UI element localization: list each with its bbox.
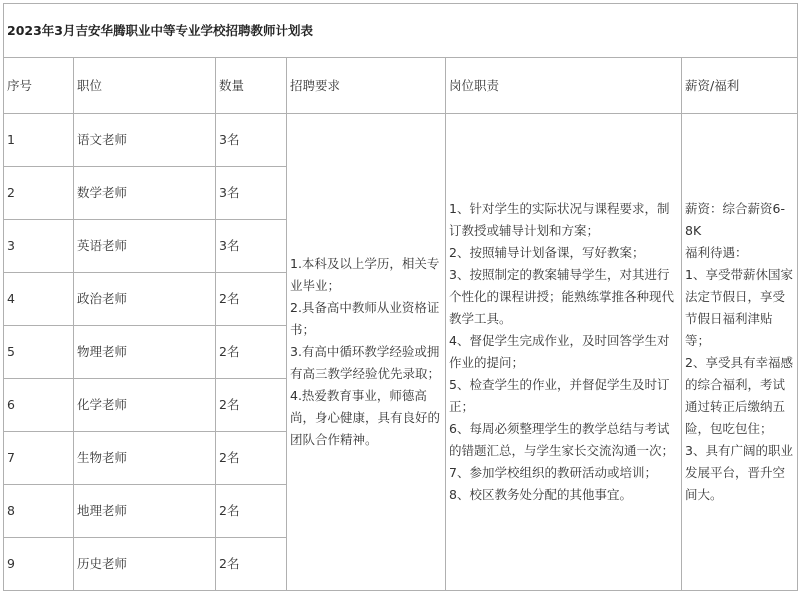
- header-count: 数量: [216, 58, 287, 114]
- duty-line: 7、参加学校组织的教研活动或培训；: [449, 465, 657, 480]
- salary-cell: [682, 114, 798, 591]
- row-count: 3名: [216, 220, 287, 273]
- header-seq: 序号: [4, 58, 74, 114]
- row-position: 物理老师: [74, 326, 216, 379]
- duty-line: 8、校区教务处分配的其他事宜。: [449, 487, 632, 502]
- duty-line: 6、每周必须整理学生的教学总结与考试的错题汇总，与学生家长交流沟通一次；: [449, 421, 675, 458]
- row-count: 2名: [216, 326, 287, 379]
- table-title: 2023年3月吉安华腾职业中等专业学校招聘教师计划表: [4, 4, 798, 58]
- salary-line: 福利待遇：: [685, 245, 748, 260]
- table-row: [4, 114, 798, 167]
- row-position: 数学老师: [74, 167, 216, 220]
- row-count: 2名: [216, 538, 287, 591]
- row-seq: 5: [4, 326, 74, 379]
- salary-line: 薪资：综合薪资6-8K: [685, 201, 785, 238]
- requirement-line: 4.热爱教育事业，师德高尚，身心健康，具有良好的团队合作精神。: [290, 388, 441, 447]
- row-count: 2名: [216, 379, 287, 432]
- row-position: 历史老师: [74, 538, 216, 591]
- row-seq: 9: [4, 538, 74, 591]
- row-position: 地理老师: [74, 485, 216, 538]
- salary-line: 2、享受具有幸福感的综合福利，考试通过转正后缴纳五险，包吃包住；: [685, 355, 793, 436]
- header-requirements: 招聘要求: [287, 58, 446, 114]
- header-position: 职位: [74, 58, 216, 114]
- row-count: 2名: [216, 432, 287, 485]
- row-position: 英语老师: [74, 220, 216, 273]
- row-seq: 6: [4, 379, 74, 432]
- row-seq: 7: [4, 432, 74, 485]
- requirement-line: 3.有高中循环教学经验或拥有高三教学经验优先录取；: [290, 344, 441, 381]
- header-salary: 薪资/福利: [682, 58, 798, 114]
- duty-line: 3、按照制定的教案辅导学生，对其进行个性化的课程讲授；能熟练掌推各种现代教学工具。: [449, 267, 675, 326]
- duty-line: 5、检查学生的作业，并督促学生及时订正；: [449, 377, 670, 414]
- header-duties: 岗位职责: [446, 58, 682, 114]
- requirements-cell: [287, 114, 446, 591]
- salary-line: 3、具有广阔的职业发展平台，晋升空间大。: [685, 443, 793, 502]
- salary-line: 1、享受带薪休国家法定节假日，享受节假日福利津贴等；: [685, 267, 793, 348]
- recruitment-plan-table: [3, 3, 798, 591]
- row-count: 3名: [216, 167, 287, 220]
- row-seq: 8: [4, 485, 74, 538]
- row-seq: 1: [4, 114, 74, 167]
- duties-cell: [446, 114, 682, 591]
- row-position: 化学老师: [74, 379, 216, 432]
- requirement-line: 1.本科及以上学历，相关专业毕业；: [290, 256, 440, 293]
- title-row: [4, 4, 798, 58]
- row-position: 生物老师: [74, 432, 216, 485]
- row-count: 2名: [216, 273, 287, 326]
- row-seq: 4: [4, 273, 74, 326]
- header-row: [4, 58, 798, 114]
- duty-line: 2、按照辅导计划备课，写好教案；: [449, 245, 645, 260]
- row-seq: 2: [4, 167, 74, 220]
- row-seq: 3: [4, 220, 74, 273]
- row-count: 3名: [216, 114, 287, 167]
- duty-line: 1、针对学生的实际状况与课程要求，制订教授或辅导计划和方案；: [449, 201, 670, 238]
- row-count: 2名: [216, 485, 287, 538]
- duty-line: 4、督促学生完成作业，及时回答学生对作业的提问；: [449, 333, 670, 370]
- row-position: 政治老师: [74, 273, 216, 326]
- row-position: 语文老师: [74, 114, 216, 167]
- requirement-line: 2.具备高中教师从业资格证书；: [290, 300, 440, 337]
